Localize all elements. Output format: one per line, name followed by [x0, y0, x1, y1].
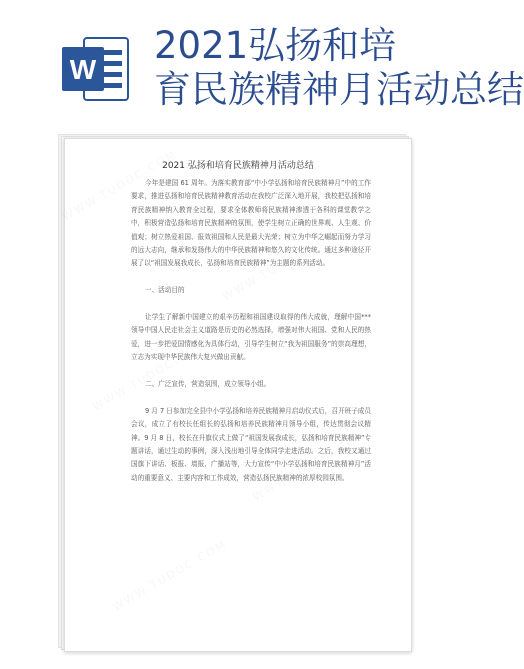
section-heading-publicity: 二、广泛宣传，营造氛围，成立领导小组。: [145, 380, 271, 389]
document-title: 2021 弘扬和培育民族精神月活动总结: [162, 161, 314, 171]
paragraph-publicity: 9 月 7 日参加完全县中小学弘扬和培养民族精神月启动仪式后，召开班子成员会议，成立了有校长任组长的弘扬和培养民族精神月领导小组，传达贯彻会议精神。9 月 8 日，校长在升旗仪式上做了“祖国发展我成长，弘扬和培育民族精神”专题讲话，通过生动的事例，深入浅出地引导全体同学走进活动。之后，我校又通过国旗下讲话、板报、墙报、广播站等，大力宣传“中小学弘扬和培育民族精神月”活动的重要意义、主要内容和工作成效，营造弘扬民族精神的浓厚校园氛围。: [131, 406, 371, 482]
word-document-icon: [60, 34, 132, 104]
document-body: [131, 177, 371, 485]
page-title-line-1: 2021弘扬和培: [154, 24, 397, 67]
document-page: [64, 138, 412, 652]
header-banner: [0, 0, 524, 130]
page-title: [154, 24, 524, 112]
section-heading-purpose: 一、活动目的: [145, 286, 185, 295]
paragraph-purpose: 让学生了解新中国建立的艰辛历程和祖国建设取得的伟大成就，理解中国***领导中国人民走社会主义道路是历史的必然选择，增强对伟大祖国、党和人民的热爱，进一步把爱国情感化为具体行动，引导学生树立“我为祖国服务”的崇高理想，立志为实现中华民族伟大复兴做出贡献。: [131, 313, 371, 362]
page-title-line-2: 育民族精神月活动总结: [154, 68, 524, 111]
paragraph-intro: 今年是建国 61 周年。为落实教育部“中小学弘扬和培育民族精神月”中的工作要求，推进弘扬和培育民族精神教育活动在我校广泛深入地开展，我校把弘扬和培育民族精神纳入教育全过程，要求全体教师将民族精神渗透于各科的课堂教学之中，积极营造弘扬和培育民族精神的氛围，使学生树立正确的世界观、人生观、价值观；树立热爱祖国、报效祖国和人民是最大光荣；树立为中华之崛起而努力学习的远大志向，继承和发扬伟大的中华民族精神和悠久的文化传统。通过多种途径开展了以“祖国发展我成长，弘扬和培育民族精神”为主题的系列活动。: [131, 179, 371, 268]
watermark-text: [110, 537, 229, 613]
svg-text:W: W: [69, 54, 97, 85]
